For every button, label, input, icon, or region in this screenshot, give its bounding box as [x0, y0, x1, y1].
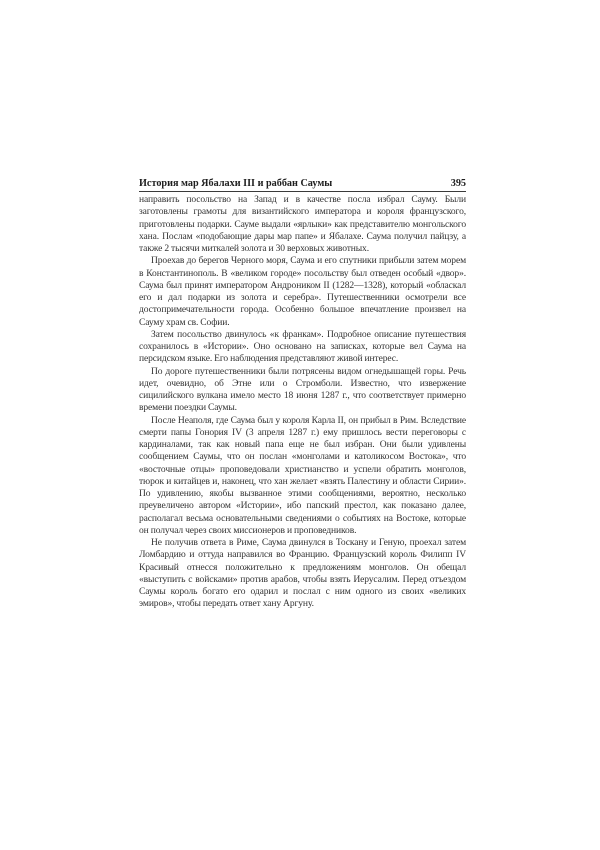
paragraph: Не получив ответа в Риме, Саума двинулся в Тоскану и Геную, проехал затем Ломбардию и оттуда направился во Францию. Французский король Филипп IV Красивый отнесся положительно к предложениям монголов. Он обещал «выступить с войсками» против арабов, чтобы взять Иерусалим. Перед отъездом Саумы король богато его одарил и послал с ним одного из своих «великих эмиров», чтобы передать ответ хану Аргуну.	[139, 537, 466, 610]
page-number: 395	[450, 178, 466, 189]
running-header	[139, 176, 466, 190]
paragraph: Затем посольство двинулось «к франкам». Подробное описание путешествия сохранилось в «Истории». Оно основано на записках, которые вел Саума на персидском языке. Его наблюдения представляют живой интерес.	[139, 328, 466, 365]
header-rule	[139, 191, 466, 192]
body-text	[139, 194, 466, 611]
running-title: История мар Ябалахи III и раббан Саумы	[139, 178, 333, 189]
paragraph: направить посольство на Запад и в качестве посла избрал Сауму. Были заготовлены грамоты для византийского императора и короля французского, приготовлены подарки. Сауме выдали «ярлыки» как представителю монгольского хана. Послам «подобающие дары мар папе» и Ябалахе. Саума получил пайцзу, а также 2 тысячи миткалей золота и 30 верховых животных.	[139, 194, 466, 254]
paragraph: По дороге путешественники были потрясены видом огнедышащей горы. Речь идет, очевидно, об Этне или о Стромболи. Известно, что извержение сицилийского вулкана имело место 18 июня 1287 г., что соответствует примерно времени поездки Саумы.	[139, 365, 466, 414]
paragraph: После Неаполя, где Саума был у короля Карла II, он прибыл в Рим. Вследствие смерти папы Гонория IV (3 апреля 1287 г.) ему пришлось вести переговоры с кардиналами, так как новый папа еще не был избран. Они были удивлены сообщением Саумы, что он послан «монголами и католикосом Востока», что «восточные отцы» проповедовали христианство и успели обратить монголов, тюрок и китайцев и, наконец, что хан желает «взять Палестину и области Сирии». По удивлению, якобы вызванное этими сообщениями, вероятно, несколько преувеличено автором «Истории», ибо папский престол, как показано далее, располагал весьма основательными сведениями о событиях на Востоке, которые он получал через своих миссионеров и проповедников.	[139, 414, 466, 536]
paragraph: Проехав до берегов Черного моря, Саума и его спутники прибыли затем морем в Константинополь. В «великом городе» посольству был отведен особый «двор». Саума был принят императором Андроником II (1282—1328), который «обласкал его и дал подарки из золота и серебра». Путешественники осмотрели все достопримечательности города. Особенно большое впечатление произвел на Сауму храм св. Софии.	[139, 255, 466, 328]
